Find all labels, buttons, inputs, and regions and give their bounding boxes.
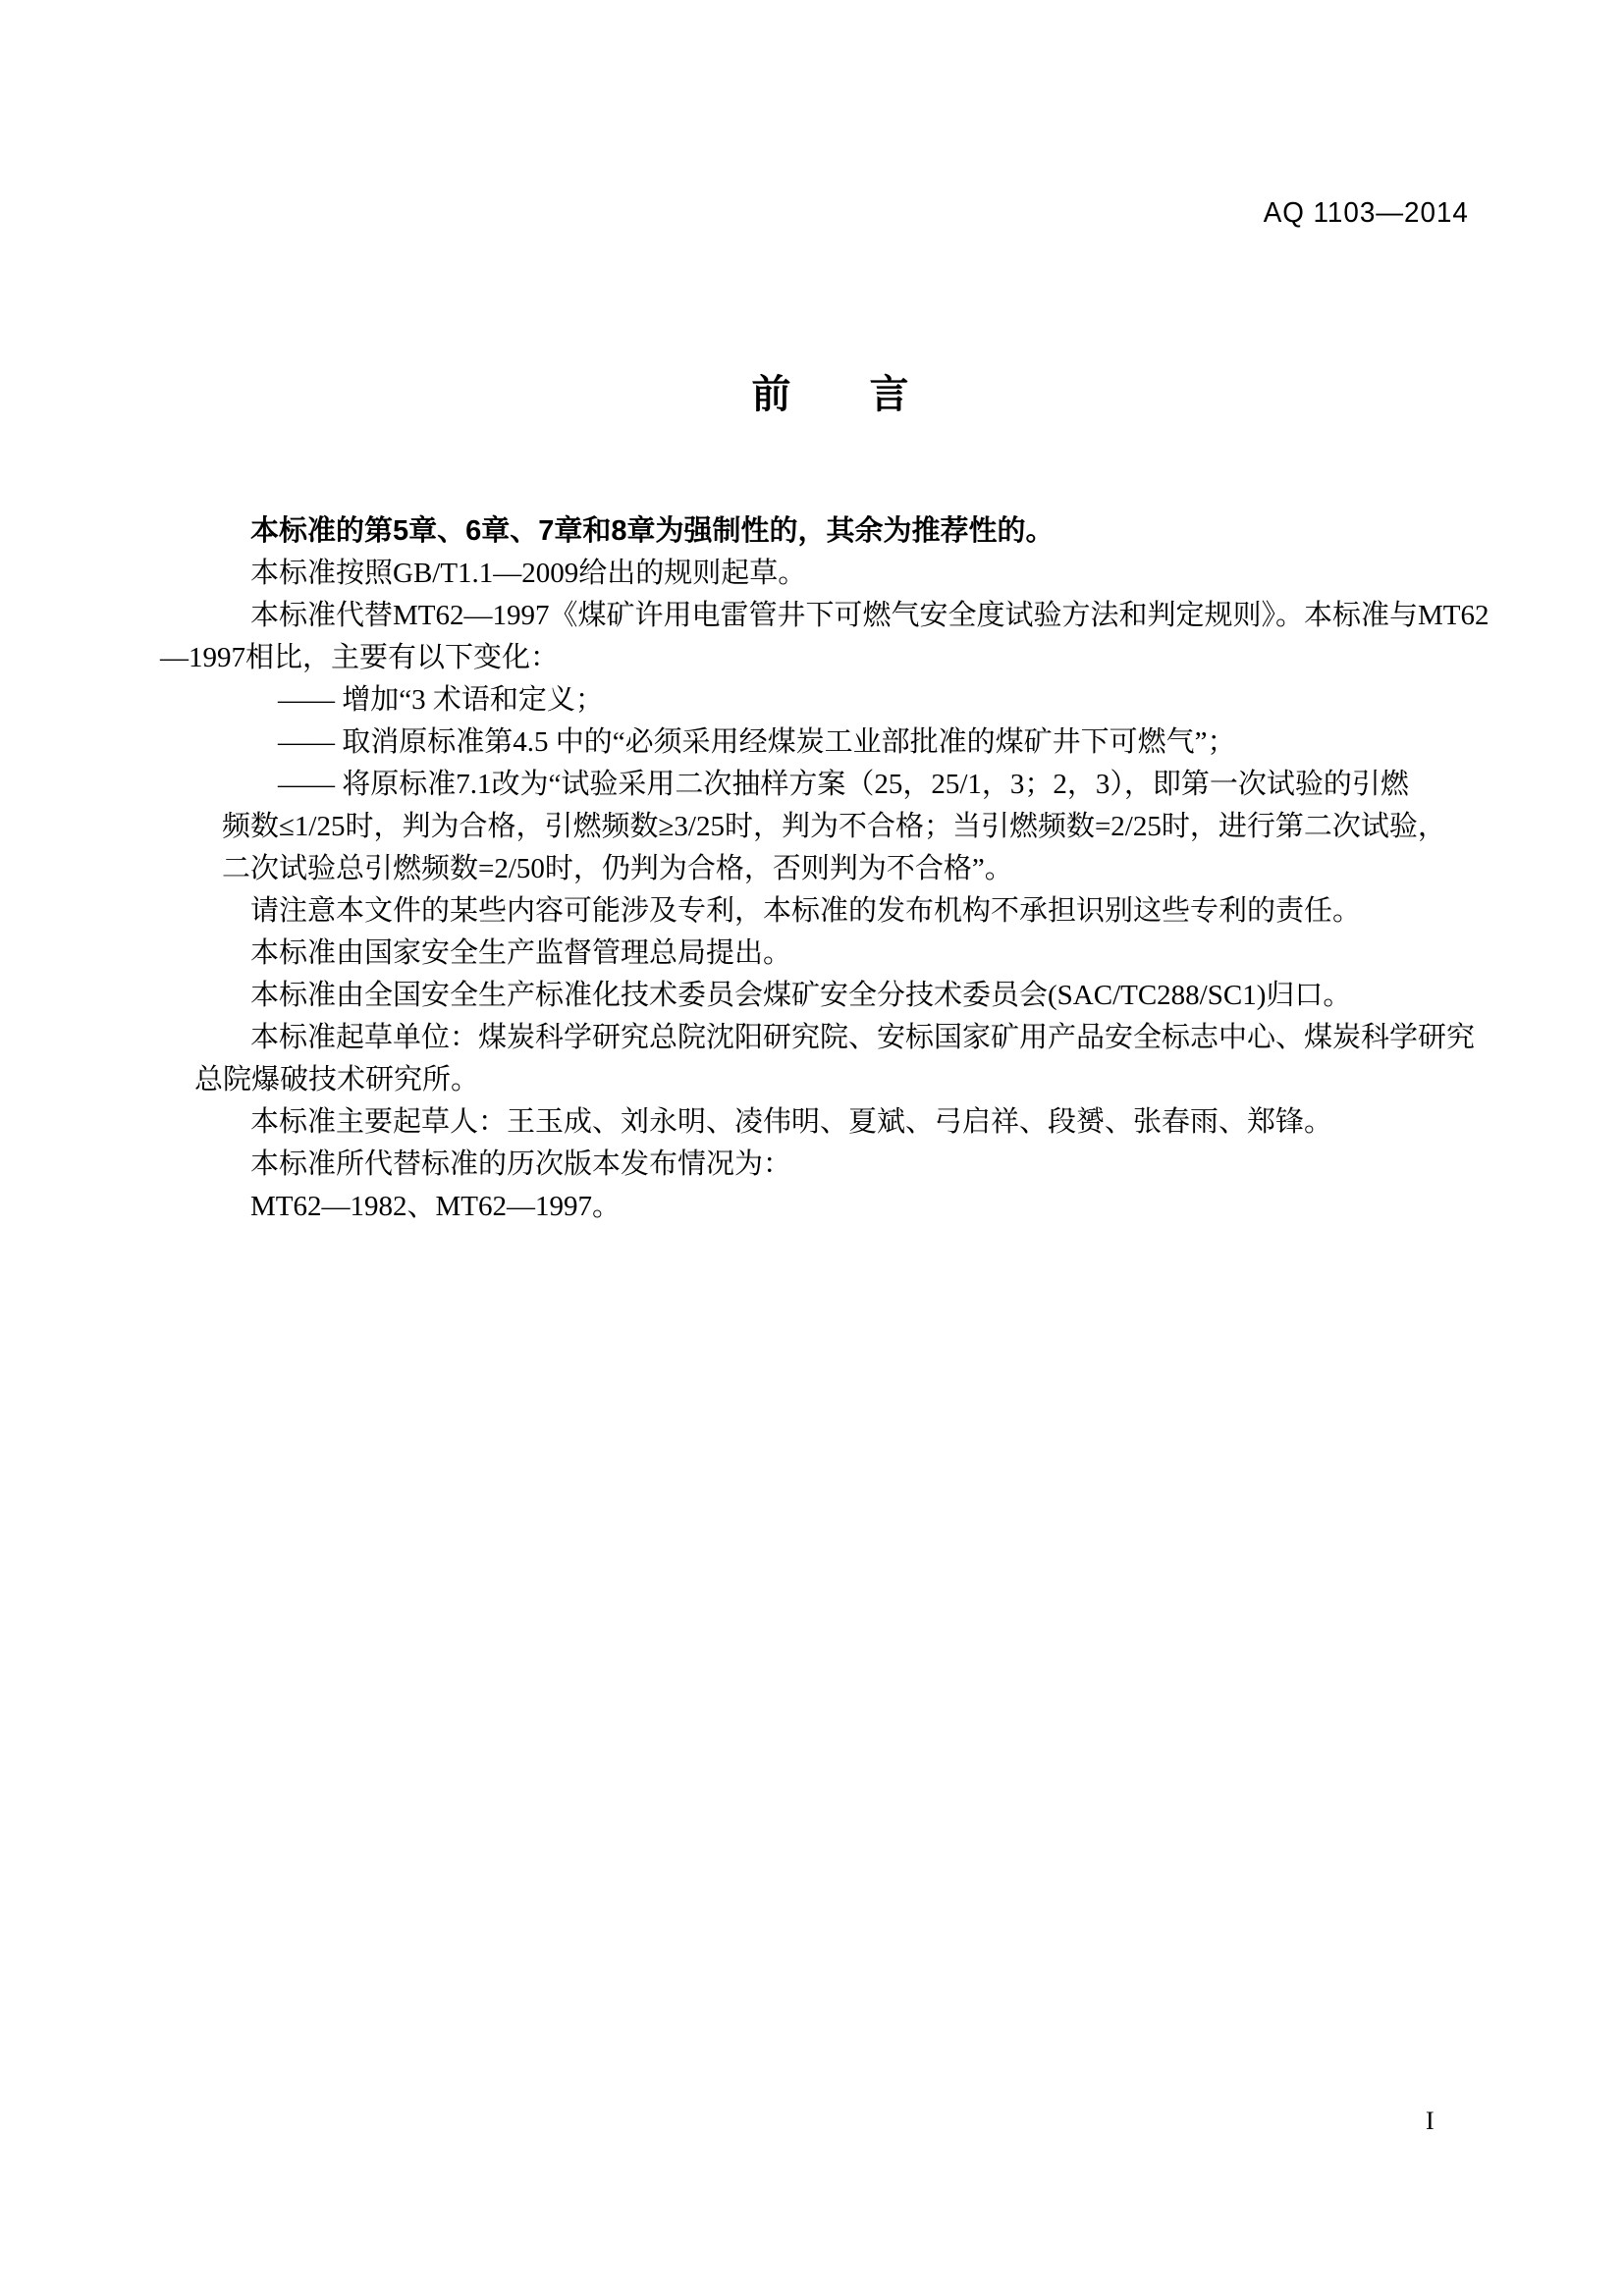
body-line: 本标准所代替标准的历次版本发布情况为： [250,1148,792,1180]
body-line: 频数≤1/25时，判为合格，引燃频数≥3/25时，判为不合格；当引燃频数=2/25时，进行第二次试验， [222,811,1446,842]
body-line: MT62—1982、MT62—1997。 [250,1191,622,1222]
standard-number: AQ 1103—2014 [1263,197,1469,229]
body-line: 本标准主要起草人：王玉成、刘永明、凌伟明、夏斌、弓启祥、段赟、张春雨、郑锋。 [250,1106,1333,1138]
body-line: —1997相比，主要有以下变化： [160,642,560,673]
page-title: 前 言 [751,373,909,416]
body-line: 二次试验总引燃频数=2/50时，仍判为合格，否则判为不合格”。 [222,853,1013,884]
body-line: —— 取消原标准第4.5 中的“必须采用经煤炭工业部批准的煤矿井下可燃气”； [278,726,1236,758]
page-number: I [1426,2107,1435,2135]
body-line: 本标准起草单位：煤炭科学研究总院沈阳研究院、安标国家矿用产品安全标志中心、煤炭科学研究 [250,1022,1476,1053]
body-line: 本标准由国家安全生产监督管理总局提出。 [250,937,792,969]
body-line: 请注意本文件的某些内容可能涉及专利，本标准的发布机构不承担识别这些专利的责任。 [250,895,1362,927]
body-line: —— 将原标准7.1改为“试验采用二次抽样方案（25，25/1，3；2，3），即第一次试验的引燃 [278,769,1409,800]
body-line: 本标准代替MT62—1997《煤矿许用电雷管井下可燃气安全度试验方法和判定规则》。本标准与MT62 [250,600,1489,631]
body-line: 本标准的第5章、6章、7章和8章为强制性的，其余为推荐性的。 [250,515,1055,547]
body-line: 总院爆破技术研究所。 [194,1064,480,1095]
body-text [160,510,1489,1228]
body-line: 本标准由全国安全生产标准化技术委员会煤矿安全分技术委员会(SAC/TC288/SC1)归口。 [250,980,1352,1011]
body-line: —— 增加“3 术语和定义； [278,684,604,716]
body-line: 本标准按照GB/T1.1—2009给出的规则起草。 [250,558,807,589]
